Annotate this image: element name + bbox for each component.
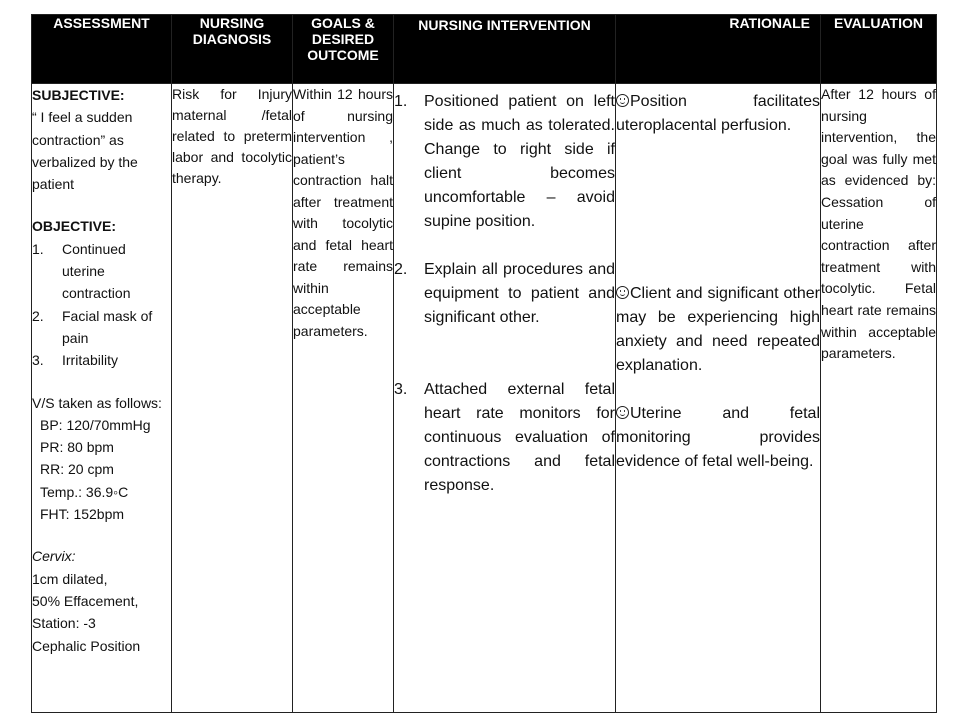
header-row bbox=[32, 15, 937, 84]
table-row bbox=[32, 84, 937, 713]
vital-sign-fht: FHT: 152bpm bbox=[40, 506, 125, 523]
rationale-item-2: Client and significant other may be experiencing high anxiety and need repeated explanation. bbox=[616, 285, 820, 374]
smiley-icon bbox=[616, 94, 629, 107]
diagnosis-cell bbox=[172, 84, 293, 713]
vital-sign-bp: BP: 120/70mmHg bbox=[40, 416, 151, 433]
vital-sign-rr: RR: 20 cpm bbox=[40, 461, 114, 478]
assessment-cell bbox=[32, 84, 172, 713]
subjective-text: “ I feel a sudden contraction” as verbalized by the patient bbox=[32, 109, 138, 193]
intervention-item-3: 3. Attached external fetal heart rate monitors for continuous evaluation of contractions and fetal response. bbox=[394, 381, 615, 494]
intervention-item-2: 2. Explain all procedures and equipment to patient and significant other. bbox=[394, 261, 615, 326]
vital-signs-label: V/S taken as follows: bbox=[32, 394, 162, 411]
header-nursing-diagnosis: NURSING DIAGNOSIS bbox=[172, 15, 293, 84]
vital-sign-pr: PR: 80 bpm bbox=[40, 439, 114, 456]
header-rationale: RATIONALE bbox=[616, 15, 821, 84]
cervix-label: Cervix: bbox=[32, 548, 76, 565]
list-item: 1. Continued uterine contraction bbox=[32, 240, 131, 302]
diagnosis-text: Risk for Injury maternal /fetal related to preterm labor and tocolytic therapy. bbox=[172, 86, 292, 186]
cervix-position: Cephalic Position bbox=[32, 637, 141, 654]
header-assessment: ASSESSMENT bbox=[32, 15, 172, 84]
objective-list bbox=[32, 238, 171, 372]
header-goals: GOALS & DESIRED OUTCOME bbox=[293, 15, 394, 84]
list-item: 2. Facial mask of pain bbox=[32, 307, 153, 346]
evaluation-cell bbox=[821, 84, 937, 713]
intervention-cell bbox=[394, 84, 616, 713]
rationale-item-3: Uterine and fetal monitoring provides evidence of fetal well-being. bbox=[616, 405, 820, 470]
cervix-station: Station: -3 bbox=[32, 615, 96, 632]
vital-sign-temp: Temp.: 36.9◦C bbox=[40, 483, 129, 500]
goals-cell bbox=[293, 84, 394, 713]
smiley-icon bbox=[616, 406, 629, 419]
subjective-label: SUBJECTIVE: bbox=[32, 87, 125, 103]
rationale-item-1: Position facilitates uteroplacental perfusion. bbox=[616, 93, 820, 134]
rationale-cell bbox=[616, 84, 821, 713]
intervention-item-1: 1. Positioned patient on left side as much as tolerated. Change to right side if client becomes uncomfortable – avoid supine position. bbox=[394, 93, 615, 230]
cervix-dilation: 1cm dilated, bbox=[32, 570, 108, 587]
objective-label: OBJECTIVE: bbox=[32, 218, 117, 235]
evaluation-text: After 12 hours of nursing intervention, the goal was fully met as evidenced by: Cessation of uterine contraction after treatment with tocolytic. Fetal heart rate remains within acceptable parameters. bbox=[821, 86, 936, 362]
header-intervention: NURSING INTERVENTION bbox=[394, 15, 616, 84]
cervix-effacement: 50% Effacement, bbox=[32, 592, 139, 609]
goals-text: Within 12 hours of nursing intervention , patient’s contraction halt after treatment with tocolytic and fetal heart rate remains within acceptable parameters. bbox=[293, 86, 393, 339]
nursing-care-plan-table bbox=[31, 14, 937, 713]
list-item: 3. Irritability bbox=[32, 352, 119, 369]
header-evaluation: EVALUATION bbox=[821, 15, 937, 84]
smiley-icon bbox=[616, 286, 629, 299]
